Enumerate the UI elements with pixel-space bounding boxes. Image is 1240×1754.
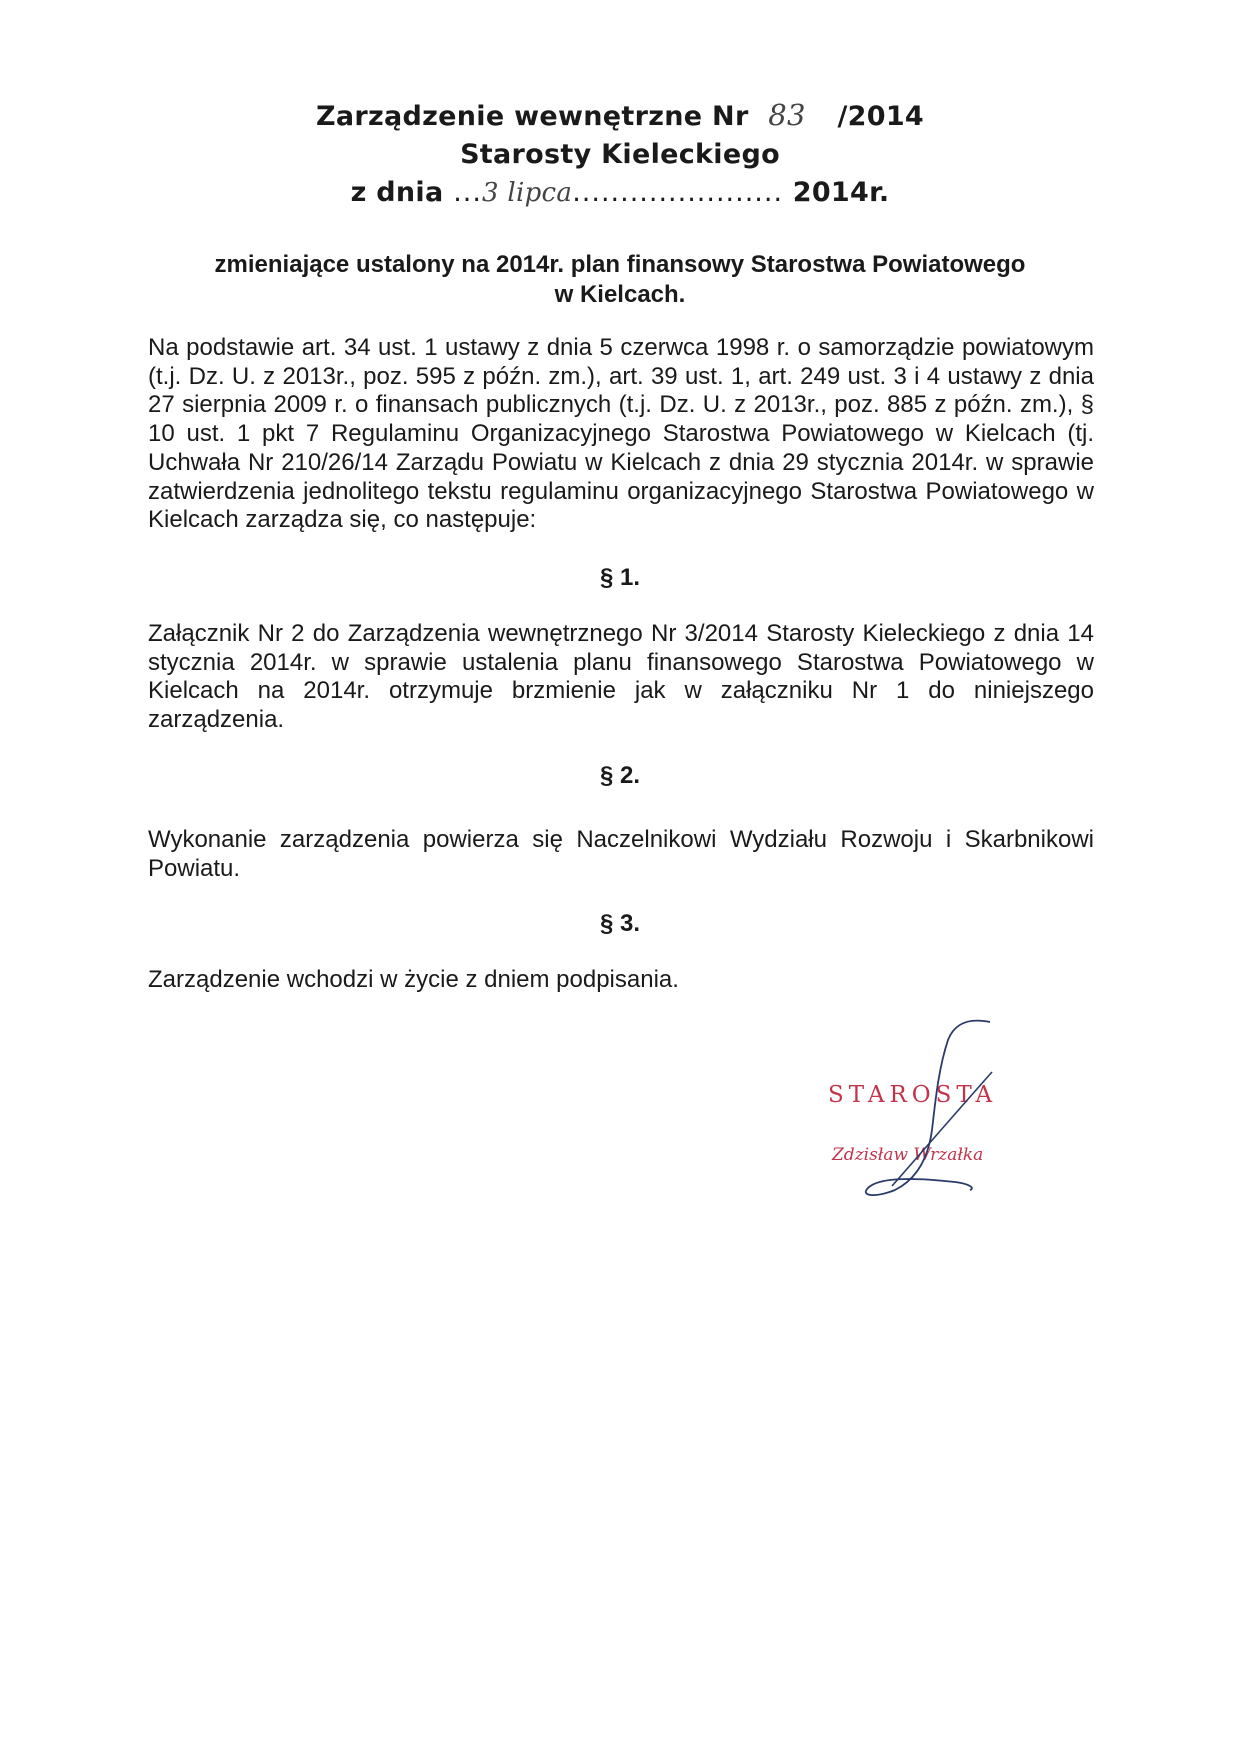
date-prefix: z dnia (350, 177, 444, 208)
subject-line-1: zmieniające ustalony na 2014r. plan finansowy Starostwa Powiatowego (214, 251, 1026, 278)
date-dots-before: ... (453, 177, 482, 208)
handwritten-date: 3 lipca (481, 178, 573, 208)
issuer-title: Starosty Kieleckiego (460, 139, 780, 170)
handwritten-order-number: 83 (768, 98, 806, 132)
handwritten-signature (820, 1010, 1020, 1210)
section-1-heading: § 1. (599, 564, 641, 591)
stamp-title: STAROSTA (828, 1082, 998, 1108)
subject-line-2: w Kielcach. (554, 281, 686, 308)
date-year: 2014r. (792, 177, 890, 208)
preamble-paragraph: Na podstawie art. 34 ust. 1 ustawy z dnia 5 czerwca 1998 r. o samorządzie powiatowym (t.j. Dz. U. z 2013r., poz. 595 z późn. zm.), art. 39 ust. 1, art. 249 ust. 3 i 4 ustawy z dnia 27 sierpnia 2009 r. o finansach publicznych (t.j. Dz. U. z 2013r., poz. 885 z późn. zm.), § 10 ust. 1 pkt 7 Regulaminu Organizacyjnego Starostwa Powiatowego w Kielcach (tj. Uchwała Nr 210/26/14 Zarządu Powiatu w Kielcach z dnia 29 stycznia 2014r. w sprawie zatwierdzenia jednolitego tekstu regulaminu organizacyjnego Starostwa Powiatowego w Kielcach zarządza się, co następuje: (148, 334, 1094, 534)
section-1-text: Załącznik Nr 2 do Zarządzenia wewnętrznego Nr 3/2014 Starosty Kieleckiego z dnia 14 stycznia 2014r. w sprawie ustalenia planu finansowego Starostwa Powiatowego w Kielcach na 2014r. otrzymuje brzmienie jak w załączniku Nr 1 do niniejszego zarządzenia. (148, 620, 1094, 734)
section-2-heading: § 2. (599, 762, 641, 789)
document-header (0, 96, 1240, 212)
document-subject (0, 250, 1240, 310)
section-2-text: Wykonanie zarządzenia powierza się Naczelnikowi Wydziału Rozwoju i Skarbnikowi Powiatu. (148, 826, 1094, 882)
order-title: Zarządzenie wewnętrzne Nr (315, 101, 749, 132)
stamp-name: Zdzisław Wrzałka (832, 1145, 984, 1165)
order-year: /2014 (837, 101, 925, 132)
section-3-heading: § 3. (599, 910, 641, 937)
title-line-3 (0, 174, 1240, 212)
date-dots-after: ...................... (572, 177, 784, 208)
section-3-text: Zarządzenie wchodzi w życie z dniem podpisania. (148, 966, 679, 993)
title-line-1 (0, 96, 1240, 136)
